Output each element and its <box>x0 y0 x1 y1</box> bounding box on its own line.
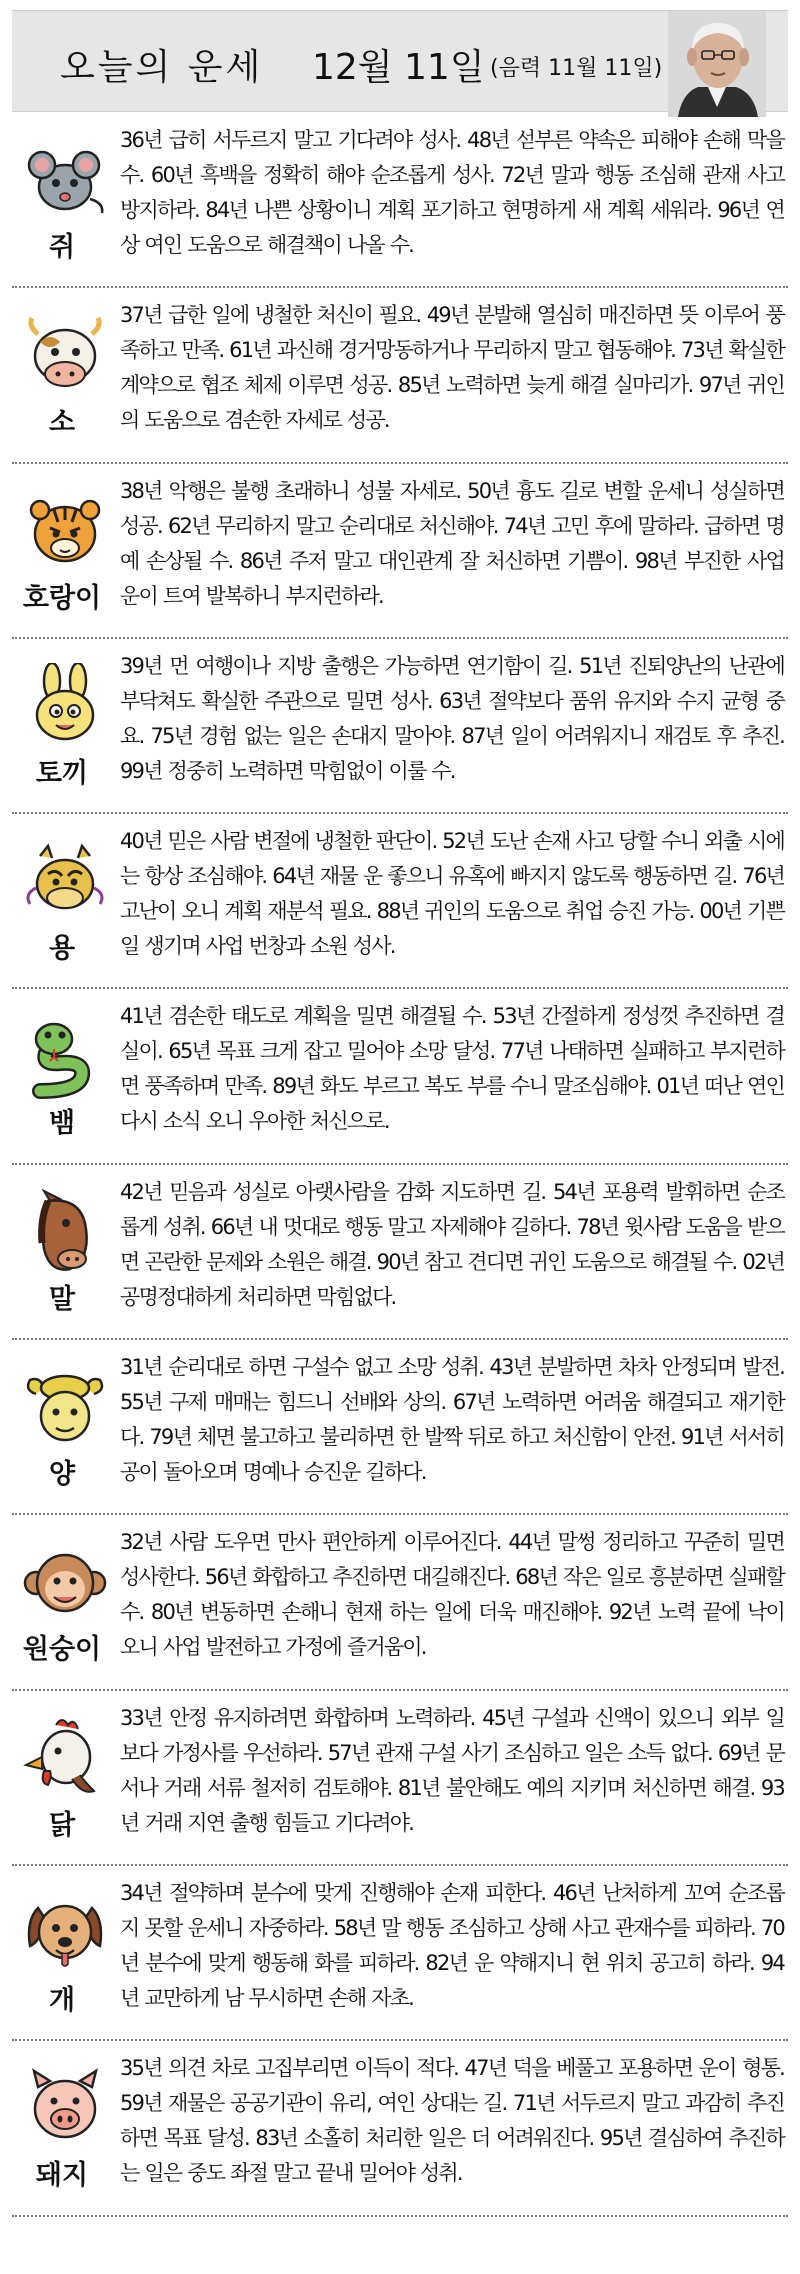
page-title: 오늘의 운세 <box>60 47 264 88</box>
zodiac-name: 말 <box>48 1283 76 1315</box>
zodiac-name: 개 <box>48 1984 76 2016</box>
fortune-row <box>12 1866 788 2041</box>
tiger-icon <box>20 488 110 574</box>
zodiac-animal <box>12 1340 118 1513</box>
fortune-text: 35년 의견 차로 고집부리면 이득이 적다. 47년 덕을 베풀고 포용하면 운이 형통. 59년 재물은 공공기관이 유리, 여인 상대는 길. 71년 서두르지 말고 과감히 추진하면 목표 달성. 83년 소홀히 처리한 일은 더 어려워진다. 95년 결심하여 추진하는 일은 중도 좌절 말고 끝내 밀어야 성취. <box>120 2056 784 2186</box>
zodiac-name: 원숭이 <box>22 1634 102 1666</box>
pig-icon <box>20 2065 110 2151</box>
lunar-date-label: (음력 11월 11일) <box>490 56 663 81</box>
fortune-row <box>12 1340 788 1515</box>
sheep-icon <box>20 1364 110 1450</box>
zodiac-name: 양 <box>48 1459 76 1491</box>
cow-icon <box>20 312 110 398</box>
fortune-row <box>12 1691 788 1866</box>
dragon-icon <box>20 838 110 924</box>
fortune-row <box>12 639 788 814</box>
zodiac-animal <box>12 1515 118 1688</box>
dog-icon <box>20 1890 110 1976</box>
zodiac-name: 용 <box>48 933 76 965</box>
fortune-row <box>12 1165 788 1340</box>
zodiac-animal <box>12 1691 118 1864</box>
zodiac-animal <box>12 113 118 286</box>
monkey-icon <box>20 1539 110 1625</box>
zodiac-animal <box>12 1866 118 2039</box>
fortune-text: 32년 사람 도우면 만사 편안하게 이루어진다. 44년 말썽 정리하고 꾸준히 밀면 성사한다. 56년 화합하고 추진하면 대길해진다. 68년 작은 일로 흥분하면 실패할 수. 80년 변동하면 손해니 현재 하는 일에 더욱 매진해야. 92년 노력 끝에 낙이 오니 사업 발전하고 가정에 즐거움이. <box>120 1530 784 1660</box>
zodiac-name: 소 <box>48 407 76 439</box>
zodiac-animal <box>12 288 118 461</box>
fortune-text: 38년 악행은 불행 초래하니 성불 자세로. 50년 흉도 길로 변할 운세니 성실하면 성공. 62년 무리하지 말고 순리대로 처신해야. 74년 고민 후에 말하라. 급하면 명예 손상될 수. 86년 주저 말고 대인관계 잘 처신하면 기쁨이. 98년 부진한 사업 운이 트여 발복하니 부지런하라. <box>120 478 784 608</box>
fortune-row <box>12 2041 788 2216</box>
zodiac-name: 닭 <box>48 1809 76 1841</box>
fortune-text: 34년 절약하며 분수에 맞게 진행해야 손재 피한다. 46년 난처하게 꼬여 순조롭지 못할 운세니 자중하라. 58년 말 행동 조심하고 상해 사고 관재수를 피하라. 70년 분수에 맞게 행동해 화를 피하라. 82년 운 약해지니 현 위치 공고히 하라. 94년 교만하게 남 무시하면 손해 자초. <box>120 1880 784 2010</box>
fortune-text: 39년 먼 여행이나 지방 출행은 가능하면 연기함이 길. 51년 진퇴양난의 난관에 부닥쳐도 확실한 주관으로 밀면 성사. 63년 절약보다 품위 유지와 수지 균형 중요. 75년 경험 없는 일은 손대지 말아야. 87년 일이 어려워지니 재검토 후 추진. 99년 정중히 노력하면 막힘없이 이룰 수. <box>120 653 784 783</box>
zodiac-animal <box>12 814 118 987</box>
fortune-row <box>12 1515 788 1690</box>
fortune-text: 42년 믿음과 성실로 아랫사람을 감화 지도하면 길. 54년 포용력 발휘하면 순조롭게 성취. 66년 내 멋대로 행동 말고 자제해야 길하다. 78년 윗사람 도움을 받으면 곤란한 문제와 소원은 해결. 90년 참고 견디면 귀인 도움으로 해결될 수. 02년 공명정대하게 처리하면 막힘없다. <box>120 1179 784 1309</box>
zodiac-name: 돼지 <box>35 2160 89 2192</box>
date-label: 12월 11일 <box>312 47 485 88</box>
zodiac-name: 쥐 <box>48 232 76 263</box>
fortune-text: 36년 급히 서두르지 말고 기다려야 성사. 48년 섣부른 약속은 피해야 손해 막을 수. 60년 흑백을 정확히 해야 순조롭게 성사. 72년 말과 행동 조심해 관재 사고 방지하라. 84년 나쁜 상황이니 계획 포기하고 현명하게 새 계획 세워라. 96년 연상 여인 도움으로 해결책이 나올 수. <box>120 128 784 257</box>
columnist-portrait <box>668 11 766 117</box>
fortune-row <box>12 113 788 288</box>
fortune-text: 31년 순리대로 하면 구설수 없고 소망 성취. 43년 분발하면 차차 안정되며 발전. 55년 구제 매매는 힘드니 선배와 상의. 67년 노력하면 어려움 해결되고 재기한다. 79년 체면 불고하고 불리하면 한 발짝 뒤로 하고 처신함이 안전. 91년 서서히 공이 돌아오며 명예나 승진운 길하다. <box>120 1355 784 1485</box>
rooster-icon <box>20 1715 110 1801</box>
fortune-row <box>12 814 788 989</box>
fortune-text: 40년 믿은 사람 변절에 냉철한 판단이. 52년 도난 손재 사고 당할 수니 외출 시에는 항상 조심해야. 64년 재물 운 좋으니 유혹에 빠지지 않도록 행동하면 길. 76년 고난이 오니 계획 재분석 필요. 88년 귀인의 도움으로 취업 승진 가능. 00년 기쁜 일 생기며 사업 번창과 소원 성사. <box>120 829 784 959</box>
fortune-row <box>12 288 788 463</box>
horse-icon <box>20 1189 110 1275</box>
zodiac-name: 토끼 <box>35 757 89 789</box>
header-banner <box>12 10 788 112</box>
rabbit-icon <box>20 663 110 749</box>
fortune-text: 41년 겸손한 태도로 계획을 밀면 해결될 수. 53년 간절하게 정성껏 추진하면 결실이. 65년 목표 크게 잡고 밀어야 소망 달성. 77년 나태하면 실패하고 부지런하면 풍족하며 만족. 89년 화도 부르고 복도 부를 수니 말조심해야. 01년 떠난 연인 다시 소식 오니 우아한 처신으로. <box>120 1004 784 1134</box>
zodiac-name: 뱀 <box>48 1108 76 1140</box>
zodiac-animal <box>12 989 118 1162</box>
zodiac-animal <box>12 1165 118 1338</box>
fortune-row <box>12 989 788 1164</box>
fortune-text: 37년 급한 일에 냉철한 처신이 필요. 49년 분발해 열심히 매진하면 뜻 이루어 풍족하고 만족. 61년 과신해 경거망동하거나 무리하지 말고 협동해야. 73년 확실한 계약으로 협조 체제 이루면 성공. 85년 노력하면 늦게 해결 실마리가. 97년 귀인의 도움으로 겸손한 자세로 성공. <box>120 303 784 433</box>
zodiac-animal <box>12 639 118 812</box>
zodiac-name: 호랑이 <box>22 582 102 614</box>
snake-icon <box>20 1013 110 1099</box>
fortune-row <box>12 464 788 639</box>
rat-icon <box>20 137 110 223</box>
fortune-list <box>12 113 788 2217</box>
zodiac-animal <box>12 464 118 637</box>
fortune-text: 33년 안정 유지하려면 화합하며 노력하라. 45년 구설과 신액이 있으니 외부 일보다 가정사를 우선하라. 57년 관재 구설 사기 조심하고 일은 소득 없다. 69년 문서나 거래 서류 철저히 검토해야. 81년 불안해도 예의 지키며 처신하면 해결. 93년 거래 지연 출행 힘들고 기다려야. <box>120 1705 784 1835</box>
zodiac-animal <box>12 2041 118 2214</box>
